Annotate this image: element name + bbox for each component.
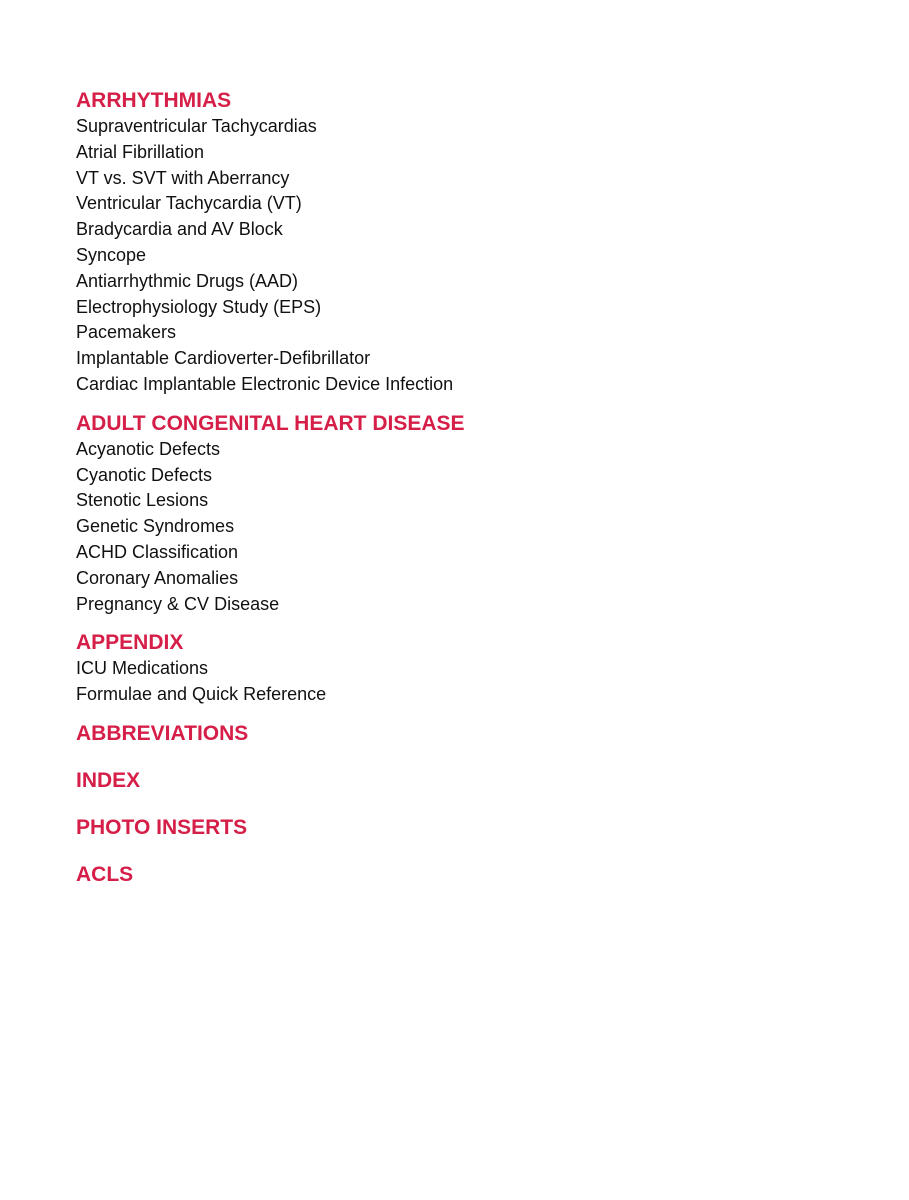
toc-item: Cyanotic Defects	[76, 464, 213, 485]
toc-item: VT vs. SVT with Aberrancy	[76, 167, 290, 188]
toc-section-appendix	[76, 630, 876, 708]
section-item-list	[76, 114, 876, 398]
section-heading: INDEX	[76, 768, 141, 792]
toc-item: Ventricular Tachycardia (VT)	[76, 193, 302, 214]
toc-item: Coronary Anomalies	[76, 567, 239, 588]
section-heading: ABBREVIATIONS	[76, 721, 249, 745]
toc-item: ACHD Classification	[76, 541, 239, 562]
toc-section-index	[76, 768, 876, 802]
toc-item: Stenotic Lesions	[76, 490, 209, 511]
toc-item: Bradycardia and AV Block	[76, 219, 283, 240]
section-heading: ACLS	[76, 862, 134, 886]
toc-section-arrhythmias	[76, 88, 876, 398]
section-heading: ARRHYTHMIAS	[76, 89, 232, 112]
toc-item: Antiarrhythmic Drugs (AAD)	[76, 270, 299, 291]
toc-section-acls	[76, 862, 876, 896]
toc-item: Supraventricular Tachycardias	[76, 116, 317, 136]
section-item-list	[76, 437, 876, 618]
toc-item: Syncope	[76, 244, 147, 265]
toc-item: ICU Medications	[76, 658, 209, 679]
section-heading: APPENDIX	[76, 631, 184, 655]
toc-section-adult-congenital-heart-disease	[76, 411, 876, 618]
toc-item: Atrial Fibrillation	[76, 141, 205, 162]
section-heading: ADULT CONGENITAL HEART DISEASE	[76, 411, 465, 435]
toc-item: Cardiac Implantable Electronic Device Infection	[76, 373, 454, 394]
toc-item: Pregnancy & CV Disease	[76, 593, 280, 614]
section-heading: PHOTO INSERTS	[76, 815, 248, 839]
toc-item: Electrophysiology Study (EPS)	[76, 296, 322, 317]
toc-item: Implantable Cardioverter-Defibrillator	[76, 348, 371, 369]
toc-section-photo-inserts	[76, 815, 876, 849]
section-item-list	[76, 656, 876, 708]
toc-item: Acyanotic Defects	[76, 438, 221, 459]
toc-section-abbreviations	[76, 721, 876, 755]
table-of-contents	[76, 88, 876, 896]
toc-item: Genetic Syndromes	[76, 516, 235, 537]
toc-item: Formulae and Quick Reference	[76, 684, 327, 705]
toc-item: Pacemakers	[76, 322, 177, 343]
